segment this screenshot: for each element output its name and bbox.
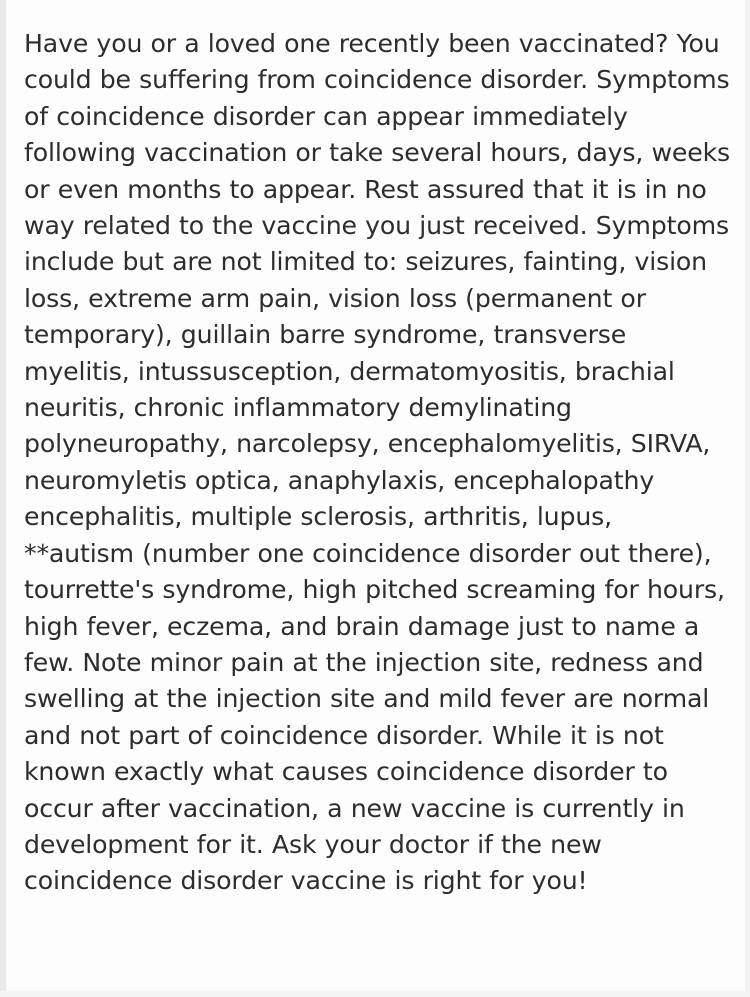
page-bottom-edge [0,991,750,997]
page-right-edge [745,0,750,997]
page-left-edge [0,0,6,997]
post-body-text: Have you or a loved one recently been vaccinated? You could be suffering from coincidence disorder. Symptoms of coincidence disorder can appear immediately following vaccination or take several hours, days, weeks or even months to appear. Rest assured that it is in no way related to the vaccine you just received. Symptoms include but are not limited to: seizures, fainting, vision loss, extreme arm pain, vision loss (permanent or temporary), guillain barre syndrome, transverse myelitis, intussusception, dermatomyositis, brachial neuritis, chronic inflammatory demylinating polyneuropathy, narcolepsy, encephalomyelitis, SIRVA, neuromyletis optica, anaphylaxis, encephalopathy encephalitis, multiple sclerosis, arthritis, lupus, **autism (number one coincidence disorder out there), tourrette's syndrome, high pitched screaming for hours, high fever, eczema, and brain damage just to name a few. Note minor pain at the injection site, redness and swelling at the injection site and mild fever are normal and not part of coincidence disorder. While it is not known exactly what causes coincidence disorder to occur after vaccination, a new vaccine is currently in development for it. Ask your doctor if the new coincidence disorder vaccine is right for you! [24,29,739,896]
